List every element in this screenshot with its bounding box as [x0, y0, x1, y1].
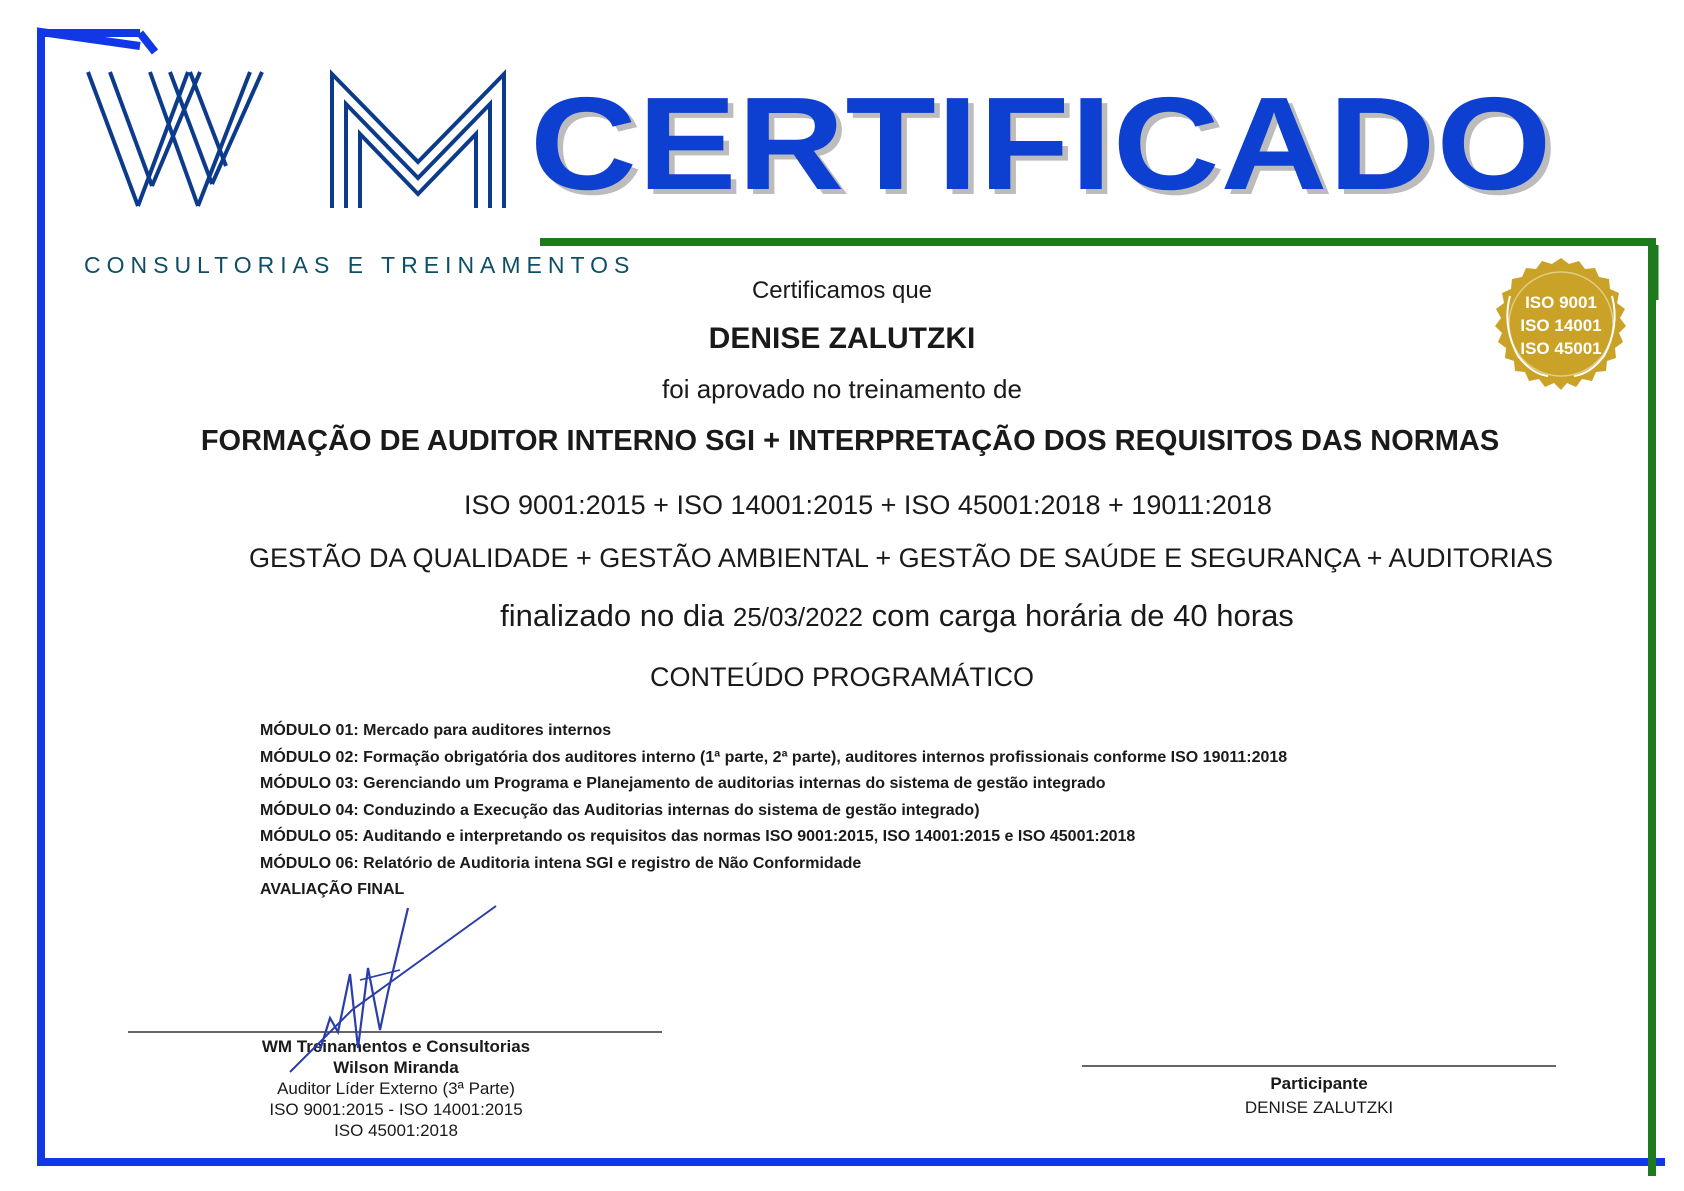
seal-line-2: ISO 14001	[1520, 316, 1602, 335]
program-title: CONTEÚDO PROGRAMÁTICO	[649, 662, 1034, 692]
handwritten-signature	[260, 900, 520, 1080]
list-item: MÓDULO 05: Auditando e interpretando os requisitos das normas ISO 9001:2015, ISO 14001:2015 e ISO 45001:2018	[260, 828, 1136, 845]
standards-line: ISO 9001:2015 + ISO 14001:2015 + ISO 45001:2018 + 19011:2018	[464, 490, 1272, 520]
list-item: MÓDULO 01: Mercado para auditores internos	[260, 722, 612, 739]
list-item: MÓDULO 02: Formação obrigatória dos auditores interno (1ª parte, 2ª parte), auditores internos profissionais conforme ISO 19011:2018	[260, 748, 1288, 766]
logo-tagline: CONSULTORIAS E TREINAMENTOS	[84, 252, 636, 278]
participant-name: DENISE ZALUTZKI	[1244, 1098, 1394, 1117]
participant-signature-block	[1082, 1072, 1556, 1120]
organization-credentials-2: ISO 45001:2018	[334, 1121, 458, 1140]
list-item: MÓDULO 06: Relatório de Auditoria intena SGI e registro de Não Conformidade	[260, 854, 862, 872]
organization-signer-role: Auditor Líder Externo (3ª Parte)	[277, 1079, 515, 1098]
seal-line-3: ISO 45001	[1520, 339, 1602, 358]
completion-suffix: com carga horária de 40 horas	[871, 598, 1294, 633]
organization-signer-name: Wilson Miranda	[333, 1058, 459, 1077]
approval-text: foi aprovado no treinamento de	[662, 374, 1022, 404]
organization-company: WM Treinamentos e Consultorias	[261, 1037, 531, 1056]
certificate-title: CERTIFICADO	[530, 70, 1553, 217]
organization-credentials-1: ISO 9001:2015 - ISO 14001:2015	[269, 1100, 523, 1119]
seal-line-1: ISO 9001	[1525, 293, 1597, 312]
list-item: AVALIAÇÃO FINAL	[260, 881, 405, 898]
recipient-name: DENISE ZALUTZKI	[708, 322, 976, 355]
list-item: MÓDULO 03: Gerenciando um Programa e Planejamento de auditorias internas do sistema de gestão integrado	[260, 775, 1106, 792]
list-item: MÓDULO 04: Conduzindo a Execução das Auditorias internas do sistema de gestão integrado)	[260, 801, 980, 819]
participant-label: Participante	[1270, 1074, 1368, 1093]
areas-line: GESTÃO DA QUALIDADE + GESTÃO AMBIENTAL + GESTÃO DE SAÚDE E SEGURANÇA + AUDITORIAS	[248, 543, 1554, 573]
course-title: FORMAÇÃO DE AUDITOR INTERNO SGI + INTERPRETAÇÃO DOS REQUISITOS DAS NORMAS	[200, 425, 1500, 457]
intro-text: Certificamos que	[751, 277, 933, 304]
completion-prefix: finalizado no dia	[500, 598, 725, 633]
completion-date: 25/03/2022	[732, 602, 863, 632]
